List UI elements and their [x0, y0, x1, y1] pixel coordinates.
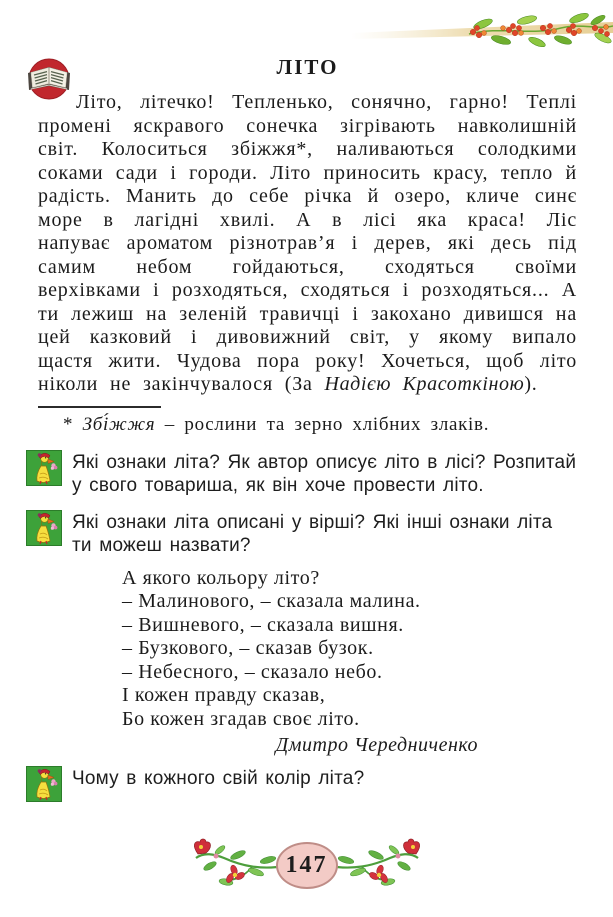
question-text: Які ознаки літа? Як автор описує літо в лісі? Розпитай у свого товариша, як він хоче провести літо. [72, 451, 577, 496]
footnote-definition: – рослини та зерно хлібних злаків. [155, 413, 490, 435]
question-2 [26, 510, 577, 557]
poem-line: – Небесного, – сказало небо. [122, 660, 383, 683]
poem-line: Бо кожен згадав своє літо. [122, 707, 360, 730]
story-text: Літо, літечко! Тепленько, сонячно, гарно! Теплі промені яскравого сонечка зігрівають навколишній світ. Колоситься збіжжя*, наливаються солодкими соками сади і городи. Літо приносить красу, тепло й радість. Манить до себе річка й озеро, кличе синє море в лагідні хвилі. А в лісі яка краса! Ліс напуває ароматом різнотрав’я і дерев, які десь під самим небом гойдаються, сходяться своїми верхівками і розходяться, сходяться і розходяться... А ти лежиш на зеленій травичці і закохано дивишся на цей казковий і дивовижний світ, у якому випало щастя жити. Чудова пора року! Хочеться, щоб літо ніколи не закінчувалося (За [38, 91, 577, 395]
footnote-divider [38, 406, 161, 408]
goose-question-icon [26, 450, 62, 486]
goose-question-icon [26, 510, 62, 546]
poem-line: І кожен правду сказав, [122, 684, 326, 706]
poem-line: – Малинового, – сказала малина. [122, 590, 421, 612]
poem [122, 567, 577, 758]
question-text: Які ознаки літа описані у вірші? Які інші ознаки літа ти можеш назвати? [72, 511, 553, 556]
footnote-marker: * [63, 413, 83, 435]
poem-author: Дмитро Чередниченко [275, 734, 478, 756]
story-closing: ). [524, 373, 538, 395]
goose-question-icon [26, 766, 62, 802]
floral-flourish-left-icon [190, 836, 286, 894]
story-source-author: Надією Красоткіною [324, 373, 525, 395]
poem-line: А якого кольору літо? [122, 566, 320, 589]
page-footer [190, 836, 424, 894]
footnote-term: Збі́жжя [82, 413, 156, 435]
footnote [38, 414, 577, 436]
question-text: Чому в кожного свій колір літа? [72, 767, 365, 789]
page-title: ЛІТО [276, 55, 339, 79]
poem-line: – Бузкового, – сказав бузок. [122, 637, 374, 659]
story-paragraph [38, 91, 577, 397]
question-3 [26, 766, 577, 802]
poem-line: – Вишневого, – сказала вишня. [122, 613, 404, 636]
question-1 [26, 450, 577, 497]
page-number-badge: 147 [276, 842, 338, 889]
floral-flourish-right-icon [328, 836, 424, 894]
